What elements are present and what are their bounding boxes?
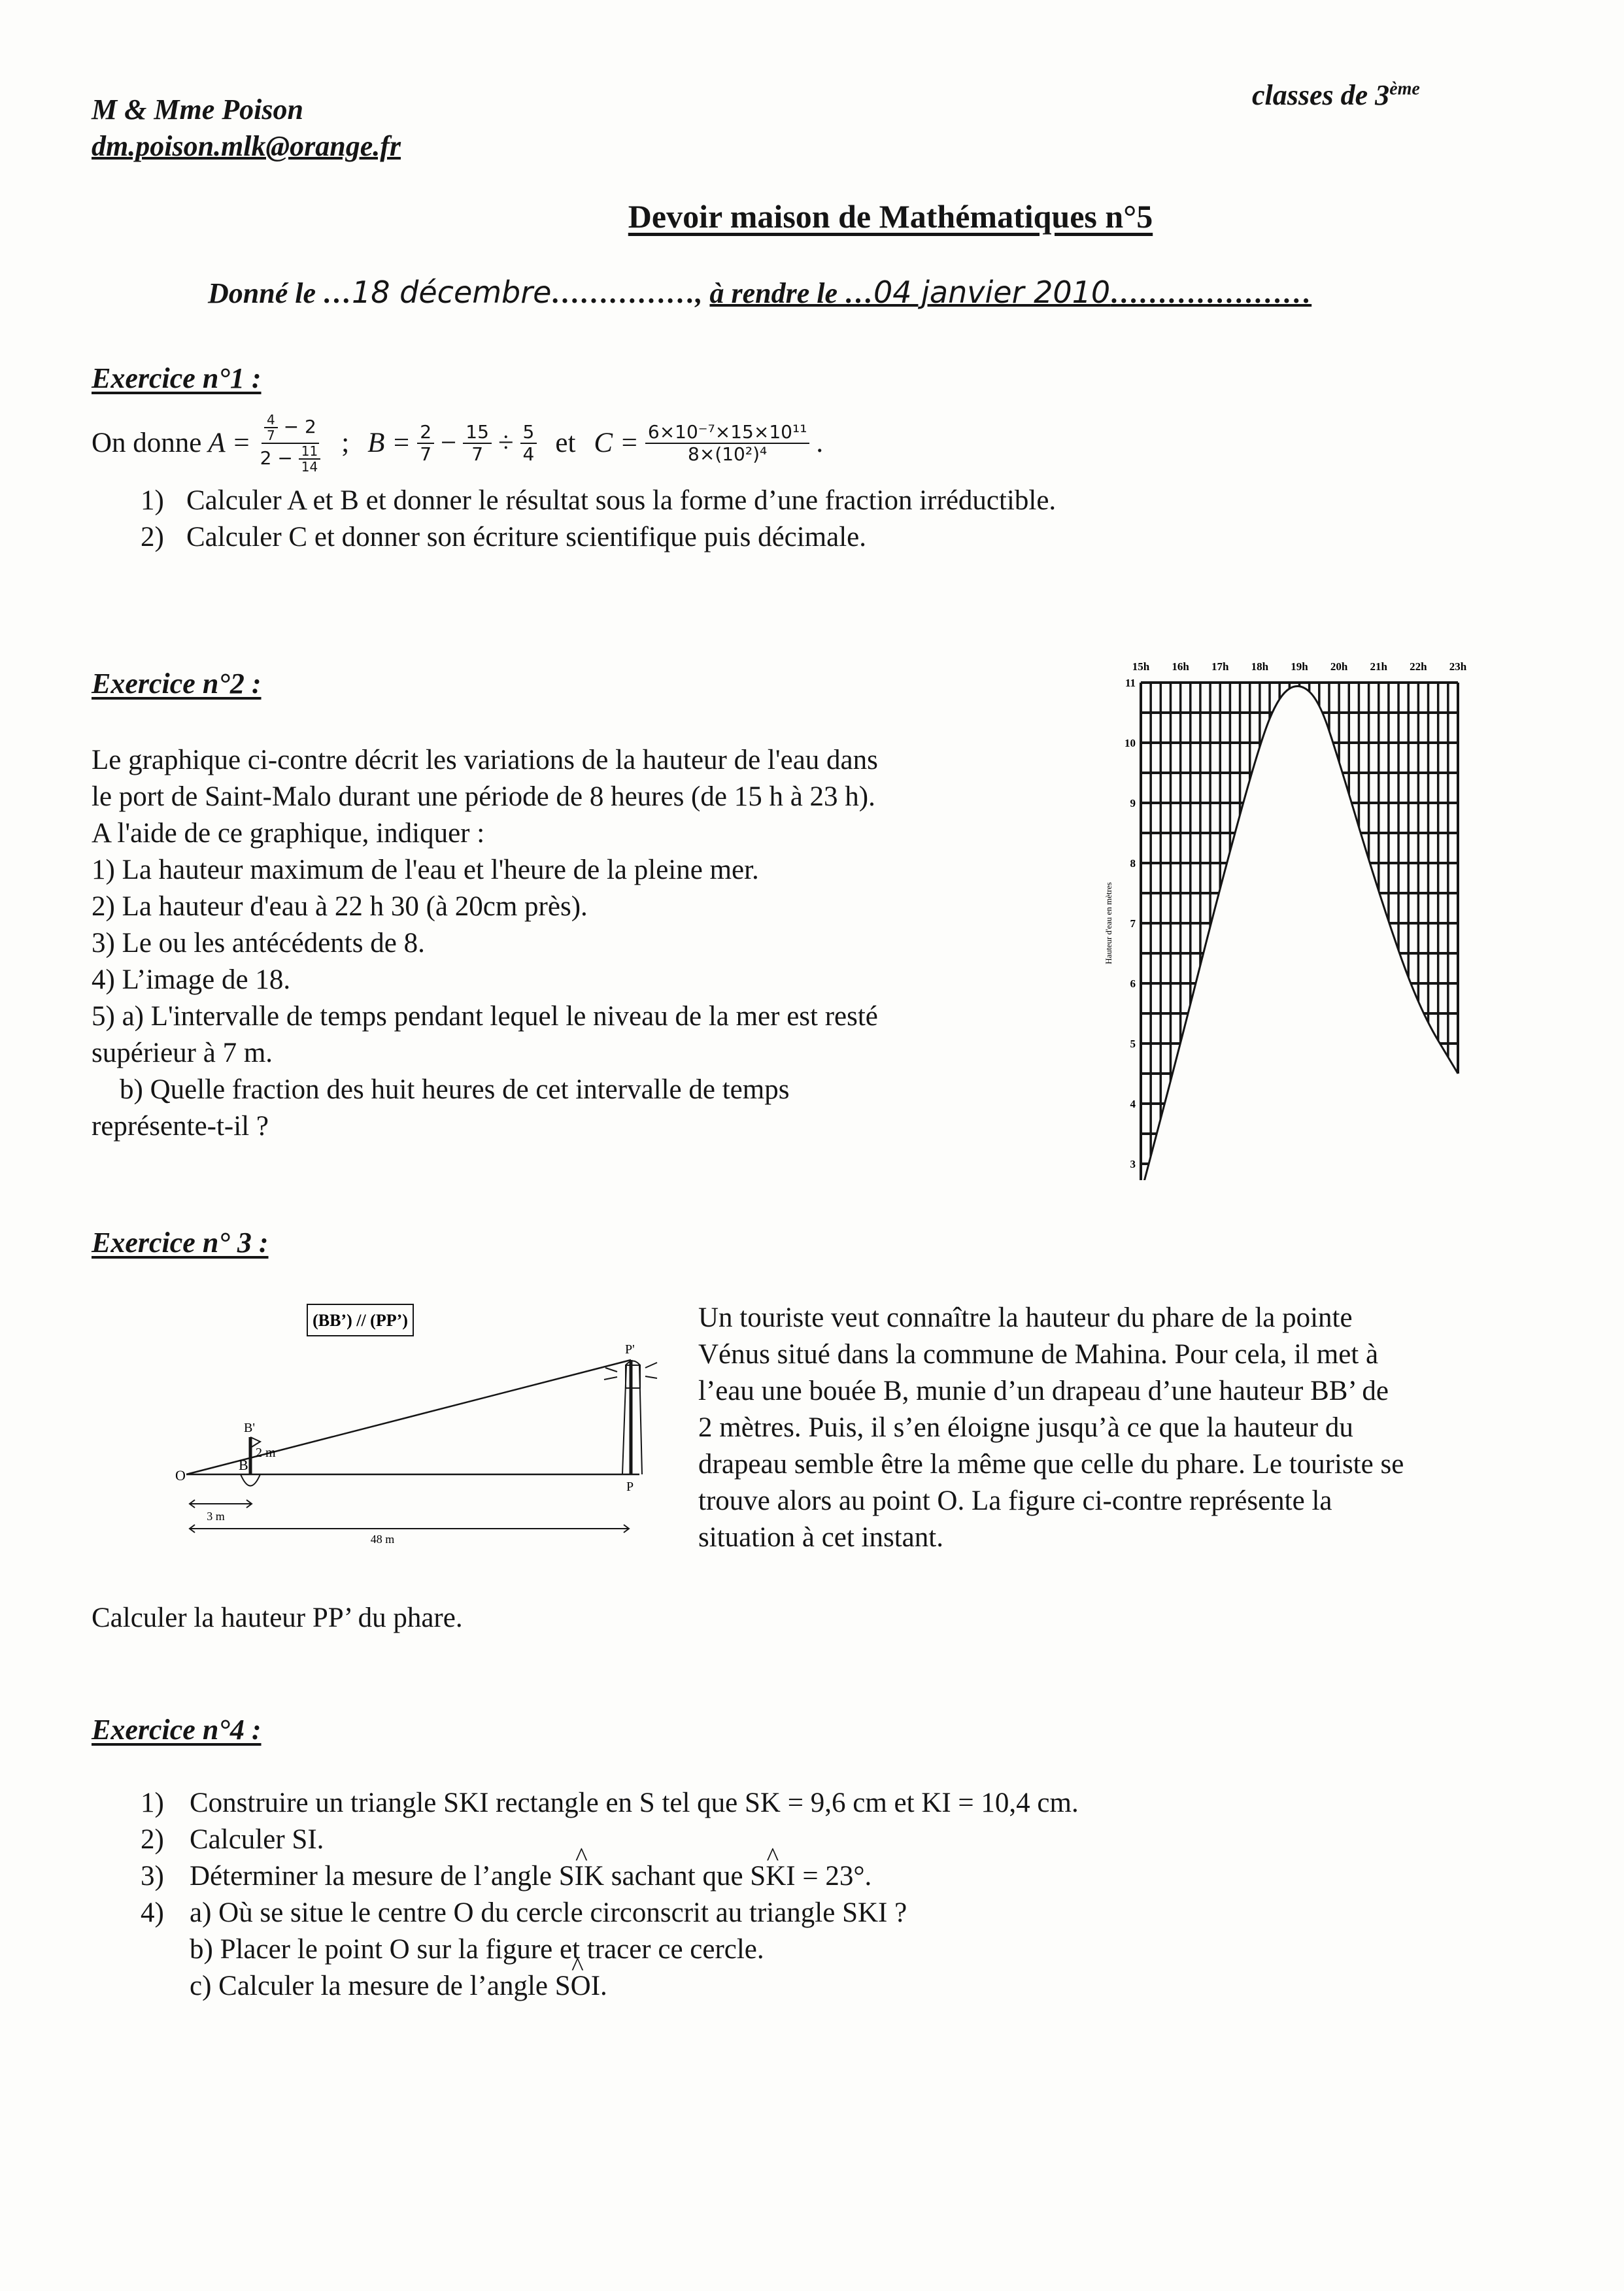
tide-chart [1098,651,1556,1180]
list-item: c) Calculer la mesure de l’angle ^ SOI. [141,1968,1079,2005]
ex2-heading: Exercice n°2 : [92,668,262,700]
ex1-heading: Exercice n°1 : [92,362,262,394]
svg-text:15h: 15h [1132,660,1150,673]
svg-text:Hauteur d'eau en mètres: Hauteur d'eau en mètres [1104,882,1113,964]
svg-text:7: 7 [1130,917,1136,930]
tide-chart-svg [1098,651,1556,1180]
ex2-text [92,742,1046,1145]
ex2-line: Le graphique ci-contre décrit les variations de la hauteur de l'eau dans [92,745,878,775]
ex2-line: 1) La hauteur maximum de l'eau et l'heure de la pleine mer. [92,855,759,885]
email-link[interactable]: dm.poison.mlk@orange.fr [92,130,401,162]
ex2-line: le port de Saint-Malo durant une période de 8 heures (de 15 h à 23 h). [92,781,875,812]
fraction-B1: $\frac{2}{7}$ [417,422,434,465]
ex3-heading: Exercice n° 3 : [92,1227,269,1259]
ex1-B-label: B = [367,428,411,458]
class-level [1252,78,1420,112]
list-item: 1) Calculer A et B et donner le résultat sous la forme d’une fraction irréductible. [141,485,1057,516]
lighthouse-figure [170,1295,680,1543]
ex1-questions [141,483,1056,556]
svg-text:18h: 18h [1251,660,1269,673]
ex3-paragraph: Un touriste veut connaître la hauteur du phare de la pointe Vénus situé dans la commune de Mahina. Pour cela, il met à l’eau une bouée B, munie d’un drapeau d’une hauteur BB’ de 2 mètres. Puis, il s’en éloigne jusqu’à ce que la hauteur du drapeau semble être la même que celle du phare. Le touriste se trouve alors au point O. La figure ci-contre représente la situation à cet instant. [698,1302,1404,1553]
ex4-heading: Exercice n°4 : [92,1714,262,1746]
ex1-formulas: On donne A = $\frac{4}{7}$ − 2 2 − $\frac{11}{14}$ ; B = $\frac{2}{7}$ − $\frac{15}{7}$ ÷ $\frac{5}{4}$ et C = $\frac{\text{6×10⁻⁷×15×10¹¹}}{\text{8×(10²)⁴}}$ . [92,412,824,475]
ex2-line: supérieur à 7 m. [92,1038,273,1068]
list-item: 1) Construire un triangle SKI rectangle en S tel que SK = 9,6 cm et KI = 10,4 cm. [141,1788,1079,1818]
svg-text:21h: 21h [1370,660,1387,673]
ex2-line: 4) L’image de 18. [92,964,291,995]
svg-text:5: 5 [1130,1038,1136,1050]
svg-text:2 m: 2 m [256,1446,276,1460]
svg-text:B: B [239,1457,248,1473]
fraction-B3: $\frac{5}{4}$ [520,422,537,465]
ex2-line: 3) Le ou les antécédents de 8. [92,928,425,959]
svg-text:10: 10 [1125,737,1136,749]
svg-text:B': B' [244,1421,255,1435]
svg-text:(BB’) // (PP’): (BB’) // (PP’) [313,1311,408,1330]
svg-text:16h: 16h [1172,660,1189,673]
given-date-value: 18 décembre [352,275,552,310]
header-authors-block [92,92,401,165]
angle-SKI: ^ SKI [750,1858,795,1895]
list-item: b) Placer le point O sur la figure et tracer ce cercle. [190,1934,764,1965]
page-title: Devoir maison de Mathématiques n°5 [628,198,1153,235]
list-item: 2) Calculer C et donner son écriture scientifique puis décimale. [141,522,866,552]
class-label: classes de 3 [1252,79,1390,111]
svg-text:11: 11 [1125,677,1136,689]
svg-text:9: 9 [1130,797,1136,809]
authors: M & Mme Poison [92,93,303,126]
ex1-intro: On donne [92,428,202,458]
angle-SOI: ^ SOI [555,1968,600,2005]
svg-text:17h: 17h [1211,660,1229,673]
svg-text:48 m: 48 m [370,1533,395,1543]
svg-text:P: P [626,1480,634,1494]
svg-text:22h: 22h [1410,660,1427,673]
fraction-C: $\frac{\text{6×10⁻⁷×15×10¹¹}}{\text{8×(10²)⁴}}$ [645,422,810,465]
svg-text:6: 6 [1130,977,1136,990]
svg-text:23h: 23h [1449,660,1467,673]
angle-SIK: ^ SIK [559,1858,604,1895]
lighthouse-figure-svg [170,1295,680,1543]
list-item: 3) Déterminer la mesure de l’angle ^ SIK sachant que ^ SKI = 23°. [141,1858,1079,1895]
ex2-line: A l'aide de ce graphique, indiquer : [92,818,485,849]
fraction-B2: $\frac{15}{7}$ [463,422,492,465]
svg-text:19h: 19h [1291,660,1308,673]
svg-text:8: 8 [1130,857,1136,870]
ex2-line: 5) a) L'intervalle de temps pendant lequel le niveau de la mer est resté [92,1001,878,1032]
svg-text:4: 4 [1130,1098,1136,1110]
ex4-questions [141,1785,1079,2005]
ex2-line: b) Quelle fraction des huit heures de cet intervalle de temps [92,1074,790,1105]
ex3-question: Calculer la hauteur PP’ du phare. [92,1603,463,1633]
page-title-wrap [0,197,1624,235]
due-label: à rendre le [709,277,837,309]
ex1-C-label: C = [594,428,639,458]
ex1-A-label: A = [208,428,251,458]
list-item: 2) Calculer SI. [141,1824,324,1855]
svg-text:P': P' [625,1342,635,1357]
svg-text:3 m: 3 m [207,1510,225,1523]
ex2-line: représente-t-il ? [92,1111,269,1142]
given-label: Donné le [208,277,316,309]
fraction-A: $\frac{4}{7}$ − 2 2 − $\frac{11}{14}$ [258,413,324,474]
svg-text:O: O [175,1467,186,1484]
dates-line: Donné le …18 décembre……………, à rendre le …04 janvier 2010………………… [208,275,1312,310]
due-date-value: 04 janvier 2010 [873,275,1111,310]
ex2-line: 2) La hauteur d'eau à 22 h 30 (à 20cm près). [92,891,588,922]
list-item: 4) a) Où se situe le centre O du cercle circonscrit au triangle SKI ? [141,1897,907,1928]
svg-text:20h: 20h [1330,660,1348,673]
svg-text:3: 3 [1130,1158,1136,1170]
class-sup: ème [1389,78,1420,99]
